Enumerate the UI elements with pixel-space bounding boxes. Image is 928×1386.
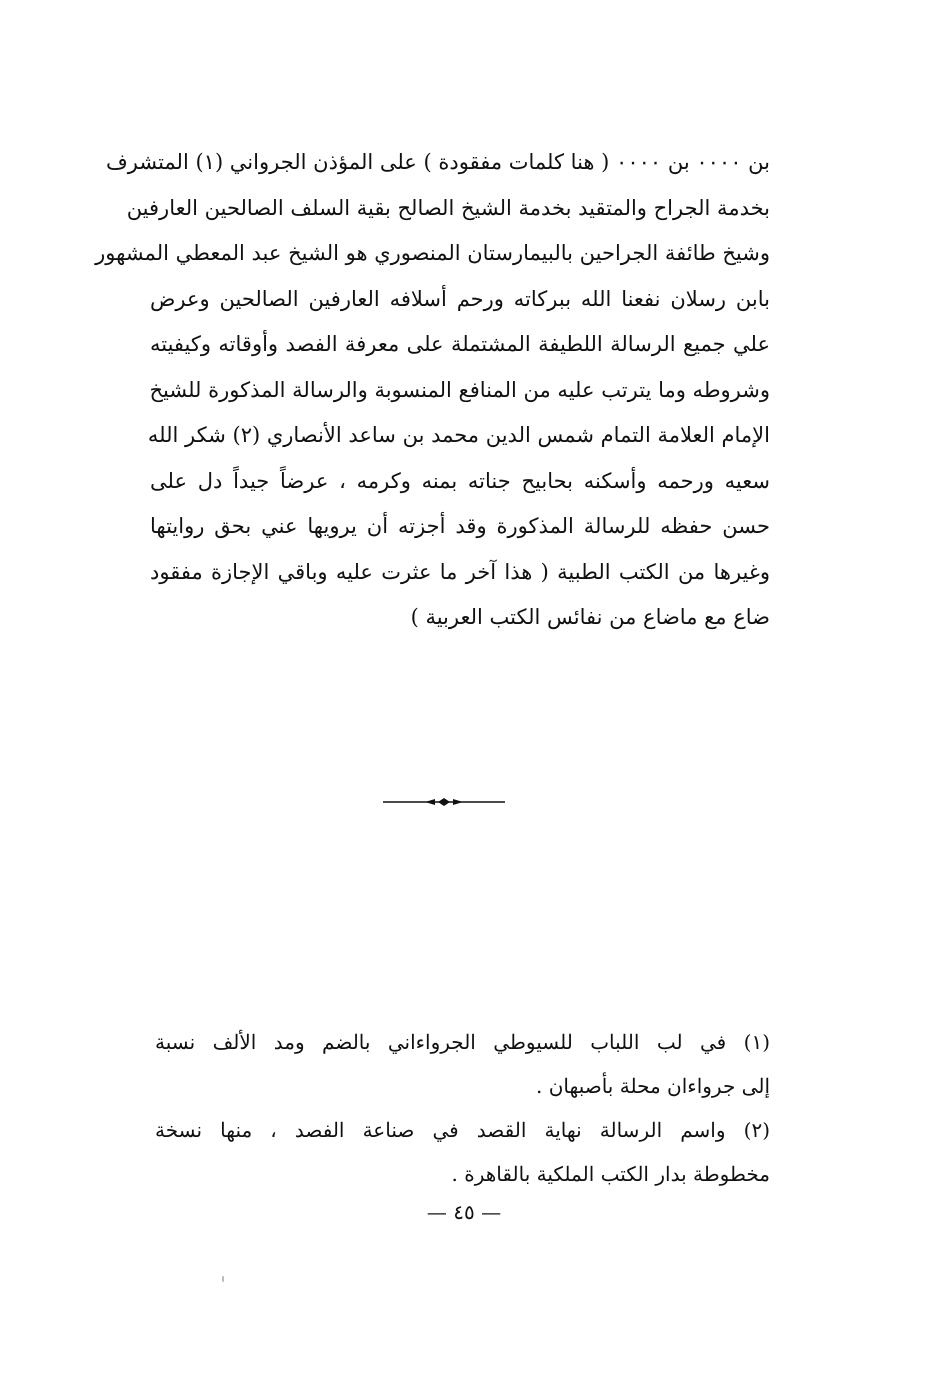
text-line: علي جميع الرسالة اللطيفة المشتملة على معرفة الفصد وأوقاته وكيفيته <box>150 332 770 356</box>
text-line: بخدمة الجراح والمتقيد بخدمة الشيخ الصالح بقية السلف الصالحين العارفين <box>126 195 770 220</box>
main-text-block <box>95 140 770 641</box>
text-line: ضاع مع ماضاع من نفائس الكتب العربية ) <box>410 605 770 629</box>
footnotes <box>155 1020 770 1196</box>
scan-speck <box>222 1276 224 1282</box>
text-line: وشيخ طائفة الجراحين بالبيمارستان المنصوري هو الشيخ عبد المعطي المشهور <box>95 241 770 265</box>
text-line: وشروطه وما يترتب عليه من المنافع المنسوبة والرسالة المذكورة للشيخ <box>149 377 770 402</box>
text-line: الإمام العلامة التمام شمس الدين محمد بن ساعد الأنصاري (٢) شكر الله <box>147 423 770 447</box>
page-number: — ٤٥ — <box>426 1200 502 1224</box>
text-line: بن ٠٠٠٠ بن ٠٠٠٠ ( هنا كلمات مفقودة ) على المؤذن الجرواني (١) المتشرف <box>105 150 770 174</box>
ornament-divider <box>383 796 505 808</box>
footnote-line: إلى جرواءان محلة بأصبهان . <box>535 1074 770 1098</box>
text-line: وغيرها من الكتب الطبية ( هذا آخر ما عثرت عليه وباقي الإجازة مفقود <box>150 559 770 584</box>
footnote-line: مخطوطة بدار الكتب الملكية بالقاهرة . <box>451 1162 770 1186</box>
footnote-line: (١) في لب اللباب للسيوطي الجرواءاني بالضم ومد الألف نسبة <box>155 1030 770 1054</box>
text-line: سعيه ورحمه وأسكنه بحابيح جناته بمنه وكرمه ، عرضاً جيداً دل على <box>150 468 770 493</box>
footnote-line: (٢) واسم الرسالة نهاية القصد في صناعة الفصد ، منها نسخة <box>155 1118 770 1142</box>
text-line: حسن حفظه للرسالة المذكورة وقد أجزته أن يرويها عني بحق روايتها <box>150 514 770 538</box>
text-line: بابن رسلان نفعنا الله ببركاته ورحم أسلافه العارفين الصالحين وعرض <box>150 286 770 311</box>
